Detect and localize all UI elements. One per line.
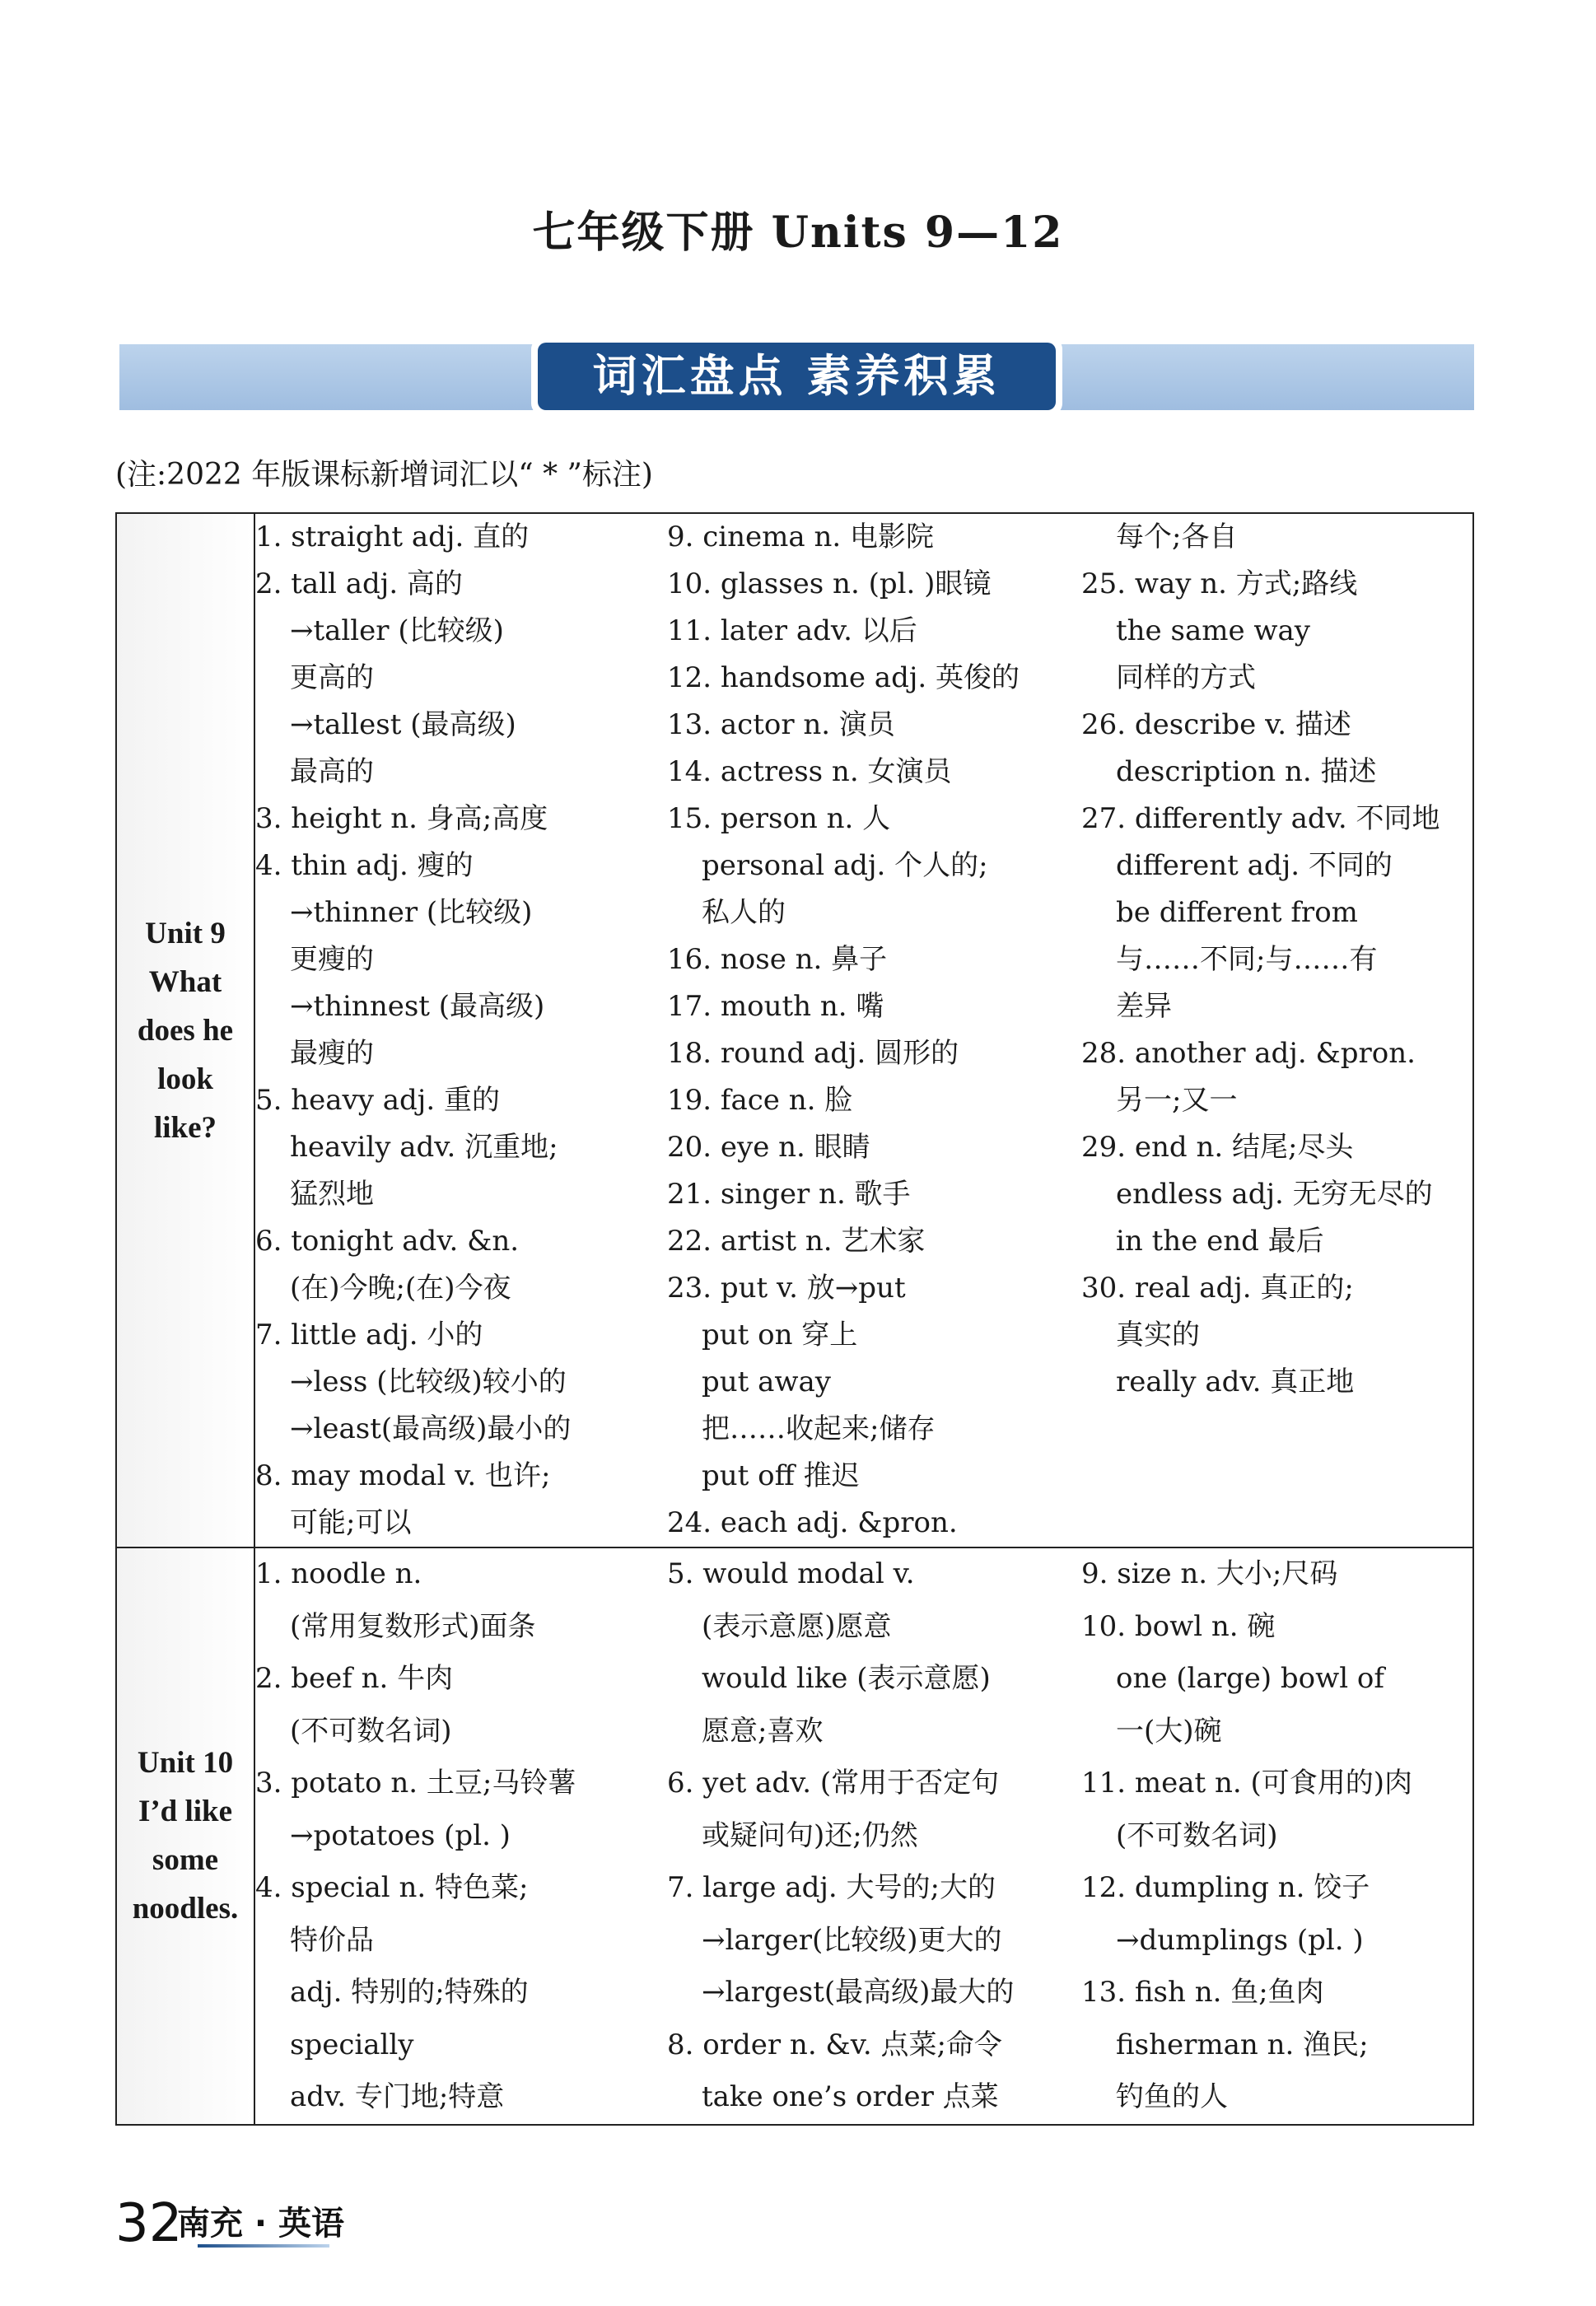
vocab-entry: put on 穿上 <box>702 1319 858 1351</box>
vocab-entry: 7. little adj. 小的 <box>255 1319 483 1351</box>
unit9-column-3 <box>1081 514 1456 1547</box>
unit10-label-cell <box>116 1547 254 2125</box>
unit9-column-1 <box>255 514 667 1547</box>
vocab-entry: be different from <box>1116 896 1358 929</box>
vocab-entry: 3. height n. 身高;高度 <box>255 802 548 835</box>
vocab-entry: →thinner (比较级) <box>290 896 533 929</box>
vocab-entry: 12. handsome adj. 英俊的 <box>667 661 1020 694</box>
vocab-entry: 13. actor n. 演员 <box>667 708 895 741</box>
vocab-entry: 另一;又一 <box>1116 1084 1238 1117</box>
unit10-columns <box>255 1548 1472 2124</box>
vocab-entry: →less (比较级)较小的 <box>290 1365 567 1398</box>
vocab-entry: 20. eye n. 眼睛 <box>667 1131 870 1164</box>
unit-label-line: I’d like <box>138 1795 233 1829</box>
vocab-entry: →thinnest (最高级) <box>290 990 545 1023</box>
vocab-entry: one (large) bowl of <box>1116 1662 1384 1695</box>
vocab-entry: →taller (比较级) <box>290 614 504 647</box>
vocab-entry: 差异 <box>1116 990 1172 1023</box>
vocab-entry: put off 推迟 <box>702 1459 860 1492</box>
vocab-entry: 2. tall adj. 高的 <box>255 567 463 600</box>
vocab-entry: 25. way n. 方式;路线 <box>1081 567 1358 600</box>
vocab-entry: in the end 最后 <box>1116 1225 1324 1258</box>
vocab-entry: 23. put v. 放→put <box>667 1272 906 1305</box>
vocab-entry: 最瘦的 <box>290 1037 374 1070</box>
vocab-entry: 15. person n. 人 <box>667 802 891 835</box>
unit-label-line: does he <box>137 1013 234 1048</box>
unit9-columns <box>255 514 1472 1547</box>
vocab-entry: 9. size n. 大小;尺码 <box>1081 1557 1338 1590</box>
vocab-entry: 愿意;喜欢 <box>702 1714 824 1748</box>
vocab-entry: 3. potato n. 土豆;马铃薯 <box>255 1767 576 1800</box>
banner-title: 词汇盘点 素养积累 <box>538 343 1056 410</box>
vocab-entry: 21. singer n. 歌手 <box>667 1178 911 1211</box>
unit10-column-1 <box>255 1548 667 2124</box>
vocab-entry: 最高的 <box>290 755 374 788</box>
vocab-entry: 钓鱼的人 <box>1116 2080 1228 2113</box>
unit9-content-cell <box>254 513 1473 1547</box>
unit-label-line: Unit 10 <box>137 1746 234 1781</box>
vocab-entry: 24. each adj. &pron. <box>667 1506 958 1539</box>
unit10-row <box>116 1547 1473 2125</box>
vocab-entry: 22. artist n. 艺术家 <box>667 1225 926 1258</box>
vocab-entry: 更瘦的 <box>290 943 374 976</box>
vocab-entry: personal adj. 个人的; <box>702 849 988 882</box>
vocab-entry: (在)今晚;(在)今夜 <box>290 1272 511 1305</box>
unit-label-line: Unit 9 <box>145 916 226 950</box>
vocab-entry: 17. mouth n. 嘴 <box>667 990 884 1023</box>
vocab-entry: the same way <box>1116 614 1310 647</box>
unit10-column-3 <box>1081 1548 1456 2124</box>
banner-box <box>531 338 1062 415</box>
vocab-entry: 9. cinema n. 电影院 <box>667 520 935 553</box>
vocab-entry: 把……收起来;储存 <box>702 1412 936 1445</box>
vocab-entry: 一(大)碗 <box>1116 1714 1222 1748</box>
vocab-entry: 8. order n. &v. 点菜;命令 <box>667 2028 1002 2061</box>
vocab-entry: (表示意愿)愿意 <box>702 1609 892 1643</box>
vocab-entry: really adv. 真正地 <box>1116 1365 1355 1398</box>
vocab-entry: (常用复数形式)面条 <box>290 1609 536 1643</box>
vocab-entry: 6. yet adv. (常用于否定句 <box>667 1767 1000 1800</box>
vocab-entry: adj. 特别的;特殊的 <box>290 1976 529 2009</box>
vocab-entry: 更高的 <box>290 661 374 694</box>
vocab-entry: 7. large adj. 大号的;大的 <box>667 1871 996 1904</box>
vocab-entry: 2. beef n. 牛肉 <box>255 1662 454 1695</box>
unit-label-line: noodles. <box>132 1892 239 1926</box>
vocab-entry: 11. later adv. 以后 <box>667 614 917 647</box>
vocab-entry: 10. bowl n. 碗 <box>1081 1609 1276 1643</box>
vocab-entry: 18. round adj. 圆形的 <box>667 1037 959 1070</box>
vocab-entry: 14. actress n. 女演员 <box>667 755 952 788</box>
vocab-entry: put away <box>702 1365 831 1398</box>
vocab-entry: 1. noodle n. <box>255 1557 422 1590</box>
vocab-entry: 5. would modal v. <box>667 1557 915 1590</box>
vocab-entry: 26. describe v. 描述 <box>1081 708 1351 741</box>
vocab-entry: 30. real adj. 真正的; <box>1081 1272 1354 1305</box>
vocab-entry: 私人的 <box>702 896 786 929</box>
unit9-label-cell <box>116 513 254 1547</box>
vocab-entry: 4. special n. 特色菜; <box>255 1871 529 1904</box>
vocab-entry: 或疑问句)还;仍然 <box>702 1818 918 1852</box>
vocab-entry: 16. nose n. 鼻子 <box>667 943 888 976</box>
vocab-entry: heavily adv. 沉重地; <box>290 1131 558 1164</box>
vocab-entry: →tallest (最高级) <box>290 708 516 741</box>
vocab-entry: →potatoes (pl. ) <box>290 1818 511 1852</box>
unit-label-line: What <box>148 964 222 999</box>
vocab-entry: 12. dumpling n. 饺子 <box>1081 1871 1370 1904</box>
vocab-entry: (不可数名词) <box>290 1714 452 1748</box>
vocab-entry: 28. another adj. &pron. <box>1081 1037 1416 1070</box>
unit9-row <box>116 513 1473 1547</box>
vocab-entry: 1. straight adj. 直的 <box>255 520 530 553</box>
vocab-entry: fisherman n. 渔民; <box>1116 2028 1369 2061</box>
vocab-entry: 4. thin adj. 瘦的 <box>255 849 474 882</box>
vocab-entry: different adj. 不同的 <box>1116 849 1393 882</box>
vocab-entry: →largest(最高级)最大的 <box>702 1976 1015 2009</box>
vocab-entry: 猛烈地 <box>290 1178 374 1211</box>
unit-label-line: look <box>157 1062 213 1096</box>
footer-underline <box>198 2244 329 2248</box>
unit-label-line: like? <box>153 1110 217 1145</box>
vocab-entry: 5. heavy adj. 重的 <box>255 1084 500 1117</box>
unit10-column-2 <box>667 1548 1081 2124</box>
vocab-entry: 每个;各自 <box>1116 520 1238 553</box>
page-number: 32 <box>115 2193 183 2254</box>
vocab-entry: 真实的 <box>1116 1319 1200 1351</box>
unit-label-line: some <box>152 1843 219 1878</box>
section-banner <box>119 344 1474 410</box>
vocab-entry: 特价品 <box>290 1923 374 1957</box>
vocab-entry: 27. differently adv. 不同地 <box>1081 802 1440 835</box>
vocab-entry: 29. end n. 结尾;尽头 <box>1081 1131 1354 1164</box>
vocabulary-table <box>115 512 1474 2126</box>
vocab-entry: →larger(比较级)更大的 <box>702 1923 1002 1957</box>
vocab-entry: 与……不同;与……有 <box>1116 943 1378 976</box>
page-title: 七年级下册 Units 9—12 <box>532 208 1064 258</box>
vocab-entry: 13. fish n. 鱼;鱼肉 <box>1081 1976 1324 2009</box>
vocab-entry: →dumplings (pl. ) <box>1116 1923 1364 1957</box>
vocab-entry: →least(最高级)最小的 <box>290 1412 572 1445</box>
vocab-entry: 同样的方式 <box>1116 661 1256 694</box>
vocab-entry: take one’s order 点菜 <box>702 2080 999 2113</box>
vocab-entry: specially <box>290 2028 414 2061</box>
vocab-entry: 19. face n. 脸 <box>667 1084 853 1117</box>
vocab-entry: (不可数名词) <box>1116 1818 1278 1852</box>
vocab-entry: 可能;可以 <box>290 1506 412 1539</box>
vocab-entry: endless adj. 无穷无尽的 <box>1116 1178 1433 1211</box>
unit9-column-2 <box>667 514 1081 1547</box>
vocab-entry: description n. 描述 <box>1116 755 1377 788</box>
vocab-entry: adv. 专门地;特意 <box>290 2080 505 2113</box>
vocab-entry: 8. may modal v. 也许; <box>255 1459 551 1492</box>
vocab-entry: 10. glasses n. (pl. )眼镜 <box>667 567 992 600</box>
vocab-entry: would like (表示意愿) <box>702 1662 991 1695</box>
note-text: (注:2022 年版课标新增词汇以“ * ”标注) <box>115 458 653 492</box>
unit10-content-cell <box>254 1547 1473 2125</box>
vocab-entry: 11. meat n. (可食用的)肉 <box>1081 1767 1413 1800</box>
vocab-entry: 6. tonight adv. &n. <box>255 1225 520 1258</box>
footer-label: 南充 · 英语 <box>177 2205 345 2243</box>
